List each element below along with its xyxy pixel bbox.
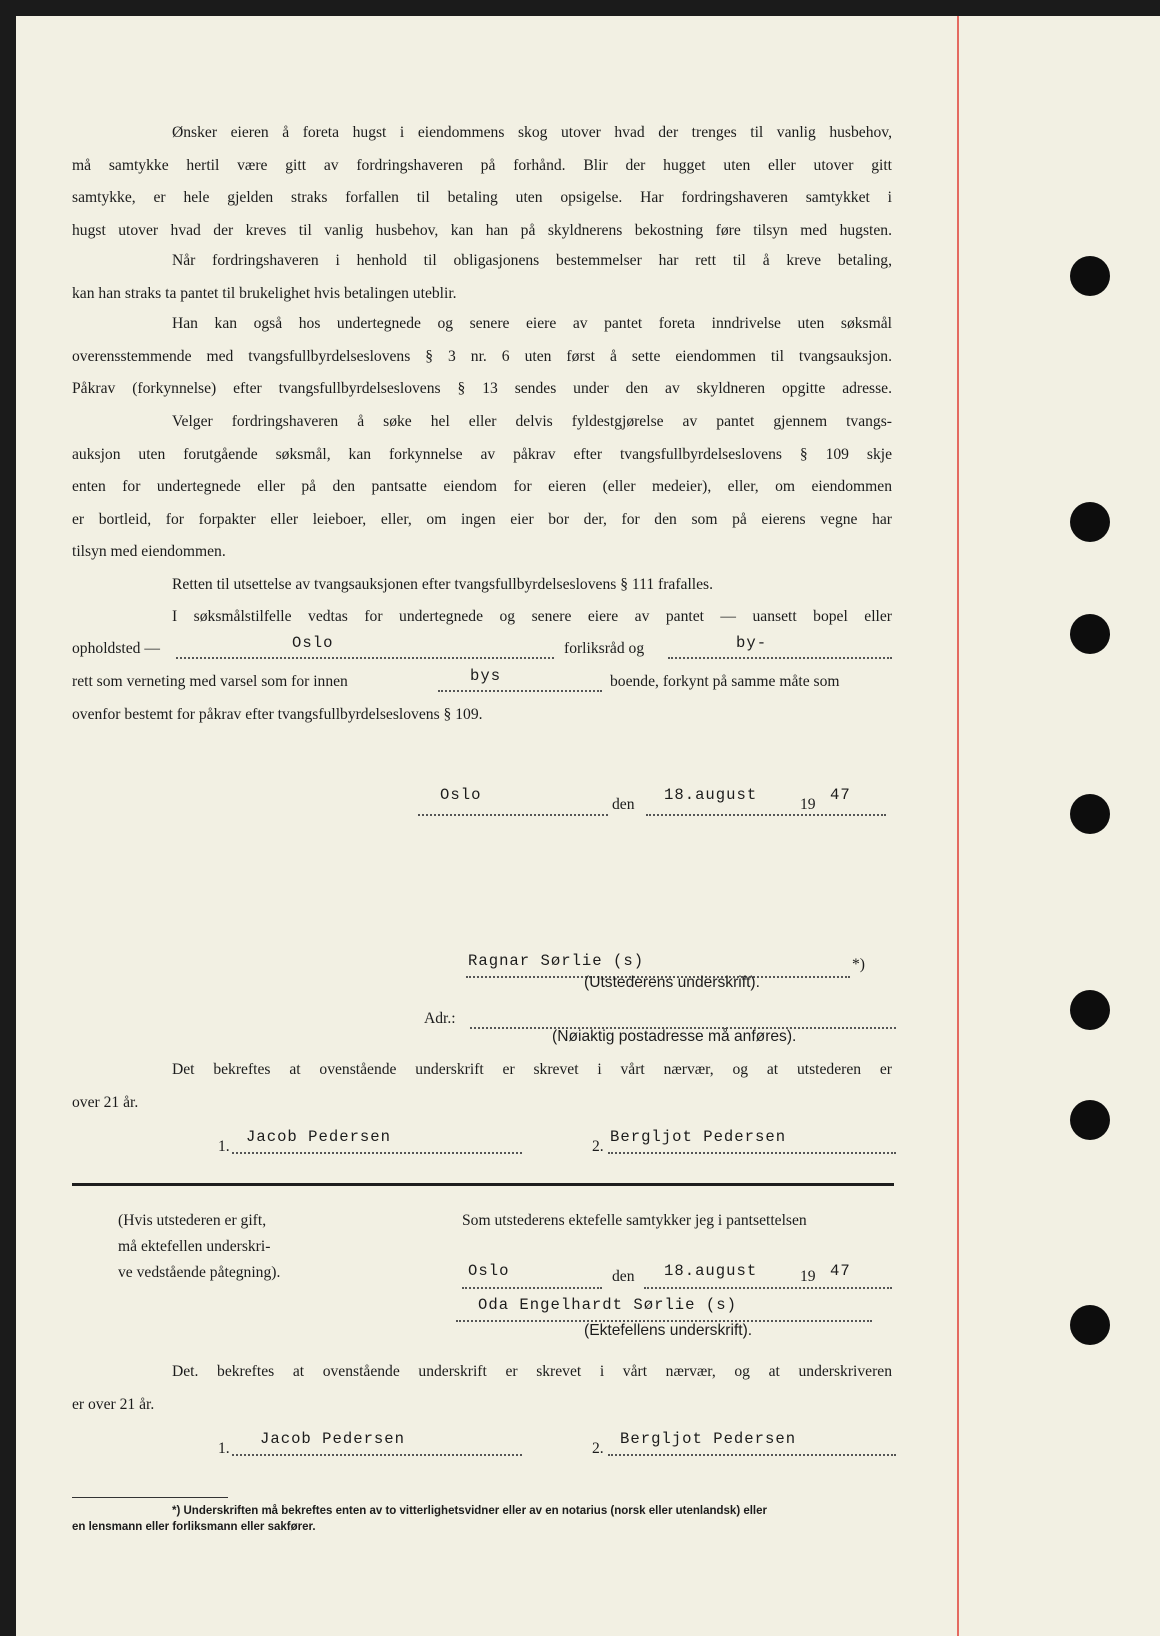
date2-place-field [462,1287,602,1289]
spouse-note-line: må ektefellen underskri- [118,1238,271,1255]
paragraph-payment [72,245,892,310]
venue-court-field [668,657,892,659]
witness1-number: 1. [218,1440,230,1457]
punch-hole [1070,794,1110,834]
address-label: Adr.: [424,1010,456,1027]
text-line: over 21 år. [72,1093,139,1111]
date1-place: Oslo [440,786,482,804]
text-line: Retten til utsettelse av tvangsauksjonen efter tvangsfullbyrdelseslovens § 111 frafalles. [172,576,714,593]
text-line: kan han straks ta pantet til brukelighet hvis betalingen uteblir. [72,284,457,302]
witness2-number: 2. [592,1138,604,1155]
text-line: Velger fordringshaveren å søke hel eller delvis fyldestgjørelse av pantet gjennem tvangs- [172,413,892,430]
text-line: Når fordringshaveren i henhold til obligasjonens bestemmelser har rett til å kreve betaling, [172,252,892,269]
venue-line3: ovenfor bestemt for påkrav efter tvangsfullbyrdelseslovens § 109. [72,706,483,723]
footnote-rule [72,1497,228,1498]
spouse-note-line: ve vedstående påtegning). [118,1264,281,1281]
section-divider [72,1183,894,1186]
date1-date-field [646,814,886,816]
punch-hole [1070,1100,1110,1140]
witness2-name: Bergljot Pedersen [620,1430,797,1448]
text-line: I søksmålstilfelle vedtas for undertegnede og senere eiere av pantet — uansett bopel eller [172,608,892,625]
date2-date-field [644,1287,892,1289]
spouse-consent: Som utstederens ektefelle samtykker jeg i pantsettelsen [462,1212,807,1229]
punch-hole [1070,990,1110,1030]
date2-date: 18.august [664,1262,758,1280]
date1-den: den [612,796,635,813]
spouse-note-line: (Hvis utstederen er gift, [118,1212,267,1229]
text-line: hugst utover hvad der kreves til vanlig husbehov, kan han på skyldnerens bekostning føre tilsyn med hugsten. [72,221,892,239]
venue-mid-text: forliksråd og [564,640,645,657]
date2-year: 47 [830,1262,851,1280]
witness-text1 [72,1054,892,1119]
signature1-name: Ragnar Sørlie (s) [468,952,645,970]
date1-year: 47 [830,786,851,804]
text-line: er bortleid, for forpakter eller leieboer, eller, om ingen eier bor der, for den som på eierens vegne har [72,510,892,528]
footnote-line: en lensmann eller forliksmann eller sakfører. [72,1521,316,1533]
date1-date: 18.august [664,786,758,804]
date1-place-field [418,814,608,816]
witness1-number: 1. [218,1138,230,1155]
address-caption: (Nøiaktig postadresse må anføres). [552,1028,797,1045]
text-line: Det bekreftes at ovenstående underskrift er skrevet i vårt nærvær, og at utstederen er [172,1061,892,1078]
witness1-name: Jacob Pedersen [246,1128,392,1146]
punch-hole [1070,614,1110,654]
text-line: Det. bekreftes at ovenstående underskrift er skrevet i vårt nærvær, og at underskriveren [172,1363,892,1380]
text-line: enten for undertegnede eller på den pantsatte eiendom for eieren (eller medeier), eller, om eiendommen [72,478,892,495]
text-line: auksjon uten forutgående søksmål, kan forkynnelse av påkrav efter tvangsfullbyrdelseslovens § 109 skje [72,445,892,463]
text-line: må samtykke hertil være gitt av fordringshaveren på forhånd. Blir der hugget uten eller utover gitt [72,156,892,174]
signature2-caption: (Ektefellens underskrift). [584,1322,753,1339]
venue-line2-suffix: boende, forkynt på samme måte som [610,673,840,690]
text-line: er over 21 år. [72,1395,155,1413]
witness2-field [608,1454,896,1456]
signature2-name: Oda Engelhardt Sørlie (s) [478,1296,737,1314]
signature1-star: *) [852,956,865,973]
punch-hole [1070,1305,1110,1345]
text-line: Påkrav (forkynnelse) efter tvangsfullbyrdelseslovens § 13 sendes under den av skyldneren opgitte adresse. [72,380,892,397]
text-line: Han kan også hos undertegnede og senere eiere av pantet foreta inndrivelse uten søksmål [172,315,892,332]
paragraph-logging [72,117,892,247]
witness1-field [232,1152,522,1154]
date2-place: Oslo [468,1262,510,1280]
witness2-field [608,1152,896,1154]
date2-den: den [612,1268,635,1285]
text-line: Ønsker eieren å foreta hugst i eiendommens skog utover hvad der trenges til vanlig husbehov, [172,124,892,141]
witness2-number: 2. [592,1440,604,1457]
witness2-name: Bergljot Pedersen [610,1128,787,1146]
footnote-line: *) Underskriften må bekreftes enten av to vitterlighetsvidner eller av en notarius (norsk eller utenlandsk) eller [172,1505,767,1517]
signature1-caption: (Utstederens underskrift). [584,974,760,991]
punch-hole [1070,502,1110,542]
venue-city-field [176,657,554,659]
venue-city: Oslo [292,634,334,652]
margin-line [957,16,959,1636]
paragraph-deferral [72,569,892,602]
witness-text2 [72,1356,892,1421]
text-line: tilsyn med eiendommen. [72,543,226,560]
text-line: samtykke, er hele gjelden straks forfallen til betaling uten opsigelse. Har fordringshaveren samtykket i [72,189,892,206]
witness1-field [232,1454,522,1456]
date1-century: 19 [800,796,816,813]
venue-court2: bys [470,667,502,685]
venue-line2-prefix: rett som verneting med varsel som for innen [72,673,348,690]
venue-court: by- [736,634,768,652]
paragraph-auction [72,406,892,569]
date2-century: 19 [800,1268,816,1285]
text-line: overensstemmende med tvangsfullbyrdelseslovens § 3 nr. 6 uten først å sette eiendommen til tvangsauksjon. [72,347,892,365]
punch-hole [1070,256,1110,296]
venue-prefix: opholdsted — [72,640,160,657]
paragraph-collection [72,308,892,406]
venue-court2-field [438,690,602,692]
witness1-name: Jacob Pedersen [260,1430,406,1448]
paragraph-venue [72,601,892,634]
